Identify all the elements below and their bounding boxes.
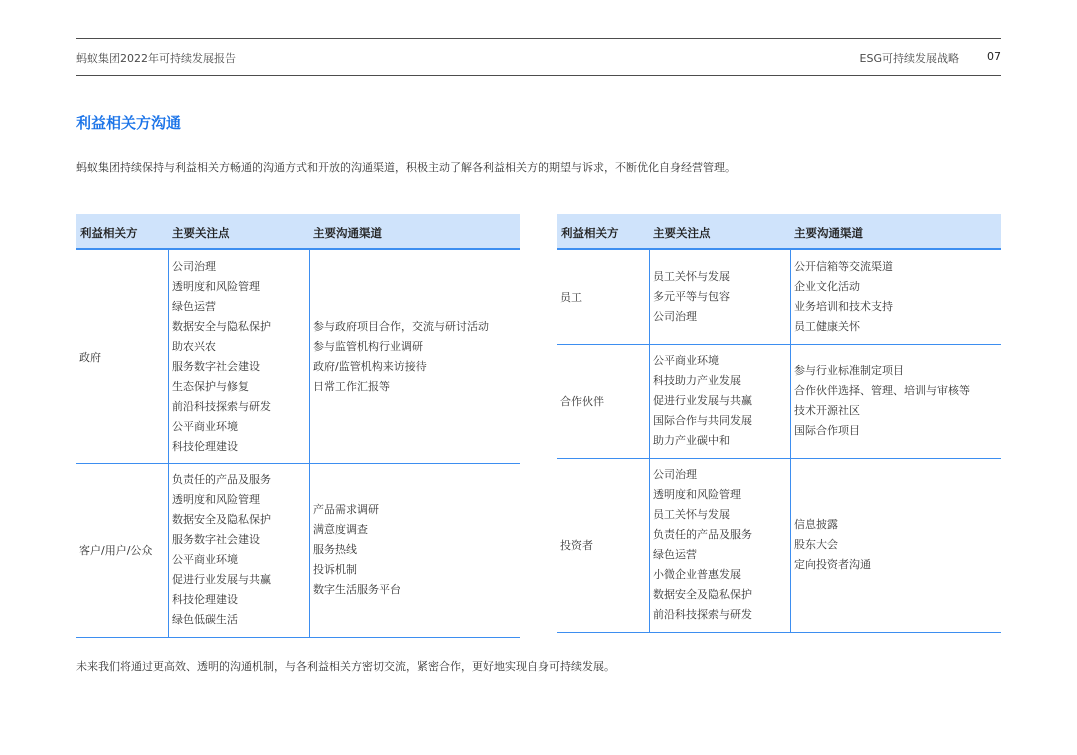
table-header xyxy=(557,214,1001,250)
closing-paragraph: 未来我们将通过更高效、透明的沟通机制，与各利益相关方密切交流，紧密合作，更好地实现自身可持续发展。 xyxy=(76,660,615,673)
concern-item: 公司治理 xyxy=(172,260,216,273)
table-row xyxy=(557,344,1001,459)
concern-item: 科技伦理建设 xyxy=(172,440,238,453)
header-top-rule xyxy=(76,38,1001,39)
concern-item: 绿色运营 xyxy=(653,548,697,561)
concern-item: 促进行业发展与共赢 xyxy=(172,573,271,586)
table-row xyxy=(557,250,1001,345)
channels-cell xyxy=(794,361,970,441)
concerns-cell xyxy=(172,257,271,457)
channels-cell xyxy=(313,317,489,397)
stakeholder-table-right xyxy=(557,214,1001,632)
header-stakeholder: 利益相关方 xyxy=(561,226,619,240)
concern-item: 数据安全及隐私保护 xyxy=(172,513,271,526)
header-bottom-rule xyxy=(76,75,1001,76)
concern-item: 多元平等与包容 xyxy=(653,290,730,303)
column-divider xyxy=(790,250,791,344)
channel-item: 政府/监管机构来访接待 xyxy=(313,360,427,373)
header-stakeholder: 利益相关方 xyxy=(80,226,138,240)
column-divider xyxy=(790,458,791,632)
concern-item: 科技伦理建设 xyxy=(172,593,238,606)
concern-item: 绿色运营 xyxy=(172,300,216,313)
channel-item: 技术开源社区 xyxy=(794,404,860,417)
concern-item: 公平商业环境 xyxy=(172,553,238,566)
channel-item: 公开信箱等交流渠道 xyxy=(794,260,893,273)
concern-item: 前沿科技探索与研发 xyxy=(172,400,271,413)
channel-item: 日常工作汇报等 xyxy=(313,380,390,393)
report-title: 蚂蚁集团2022年可持续发展报告 xyxy=(76,52,236,65)
stakeholder-cell: 合作伙伴 xyxy=(560,395,604,408)
concern-item: 透明度和风险管理 xyxy=(653,488,741,501)
concern-item: 绿色低碳生活 xyxy=(172,613,238,626)
concerns-cell xyxy=(653,465,752,625)
page-title: 利益相关方沟通 xyxy=(76,114,182,132)
column-divider xyxy=(168,463,169,637)
stakeholder-table-left xyxy=(76,214,520,638)
table-row xyxy=(557,458,1001,633)
channel-item: 员工健康关怀 xyxy=(794,320,860,333)
header-concerns: 主要关注点 xyxy=(172,226,230,240)
channel-item: 国际合作项目 xyxy=(794,424,860,437)
concerns-cell xyxy=(653,267,730,327)
concern-item: 员工关怀与发展 xyxy=(653,270,730,283)
section-name: ESG可持续发展战略 xyxy=(859,52,959,65)
channel-item: 合作伙伴选择、管理、培训与审核等 xyxy=(794,384,970,397)
concern-item: 公司治理 xyxy=(653,468,697,481)
channel-item: 数字生活服务平台 xyxy=(313,583,401,596)
channel-item: 股东大会 xyxy=(794,538,838,551)
concern-item: 负责任的产品及服务 xyxy=(653,528,752,541)
concern-item: 助力产业碳中和 xyxy=(653,434,730,447)
table-row xyxy=(76,250,520,464)
stakeholder-cell: 客户/用户/公众 xyxy=(79,544,153,557)
column-divider xyxy=(309,463,310,637)
concern-item: 负责任的产品及服务 xyxy=(172,473,271,486)
column-divider xyxy=(168,250,169,463)
concern-item: 公司治理 xyxy=(653,310,697,323)
concern-item: 国际合作与共同发展 xyxy=(653,414,752,427)
stakeholder-cell: 员工 xyxy=(560,291,582,304)
concern-item: 助农兴农 xyxy=(172,340,216,353)
concern-item: 透明度和风险管理 xyxy=(172,280,260,293)
column-divider xyxy=(649,458,650,632)
channel-item: 信息披露 xyxy=(794,518,838,531)
header-channels: 主要沟通渠道 xyxy=(794,226,863,240)
header-concerns: 主要关注点 xyxy=(653,226,711,240)
channels-cell xyxy=(313,500,401,600)
concern-item: 促进行业发展与共赢 xyxy=(653,394,752,407)
table-header xyxy=(76,214,520,250)
channel-item: 业务培训和技术支持 xyxy=(794,300,893,313)
concern-item: 服务数字社会建设 xyxy=(172,533,260,546)
column-divider xyxy=(649,250,650,344)
table-row xyxy=(76,463,520,638)
concern-item: 小微企业普惠发展 xyxy=(653,568,741,581)
channel-item: 企业文化活动 xyxy=(794,280,860,293)
channel-item: 满意度调查 xyxy=(313,523,368,536)
concern-item: 公平商业环境 xyxy=(172,420,238,433)
channel-item: 参与监管机构行业调研 xyxy=(313,340,423,353)
channel-item: 定向投资者沟通 xyxy=(794,558,871,571)
header-right xyxy=(860,50,1001,66)
column-divider xyxy=(649,344,650,458)
channels-cell xyxy=(794,515,871,575)
stakeholder-cell: 政府 xyxy=(79,350,101,364)
concerns-cell xyxy=(653,351,752,451)
channel-item: 参与政府项目合作，交流与研讨活动 xyxy=(313,320,489,333)
concern-item: 透明度和风险管理 xyxy=(172,493,260,506)
header-channels: 主要沟通渠道 xyxy=(313,226,382,240)
channel-item: 参与行业标准制定项目 xyxy=(794,364,904,377)
concern-item: 服务数字社会建设 xyxy=(172,360,260,373)
intro-paragraph: 蚂蚁集团持续保持与利益相关方畅通的沟通方式和开放的沟通渠道，积极主动了解各利益相关方的期望与诉求，不断优化自身经营管理。 xyxy=(76,161,736,174)
concern-item: 数据安全及隐私保护 xyxy=(653,588,752,601)
concern-item: 前沿科技探索与研发 xyxy=(653,608,752,621)
concern-item: 公平商业环境 xyxy=(653,354,719,367)
channel-item: 服务热线 xyxy=(313,543,357,556)
page-number: 07 xyxy=(987,50,1001,63)
column-divider xyxy=(309,250,310,463)
concern-item: 科技助力产业发展 xyxy=(653,374,741,387)
concerns-cell xyxy=(172,470,271,630)
concern-item: 员工关怀与发展 xyxy=(653,508,730,521)
concern-item: 生态保护与修复 xyxy=(172,380,249,393)
concern-item: 数据安全与隐私保护 xyxy=(172,320,271,333)
channel-item: 产品需求调研 xyxy=(313,503,379,516)
channel-item: 投诉机制 xyxy=(313,563,357,576)
stakeholder-cell: 投资者 xyxy=(560,539,593,552)
channels-cell xyxy=(794,257,893,337)
column-divider xyxy=(790,344,791,458)
